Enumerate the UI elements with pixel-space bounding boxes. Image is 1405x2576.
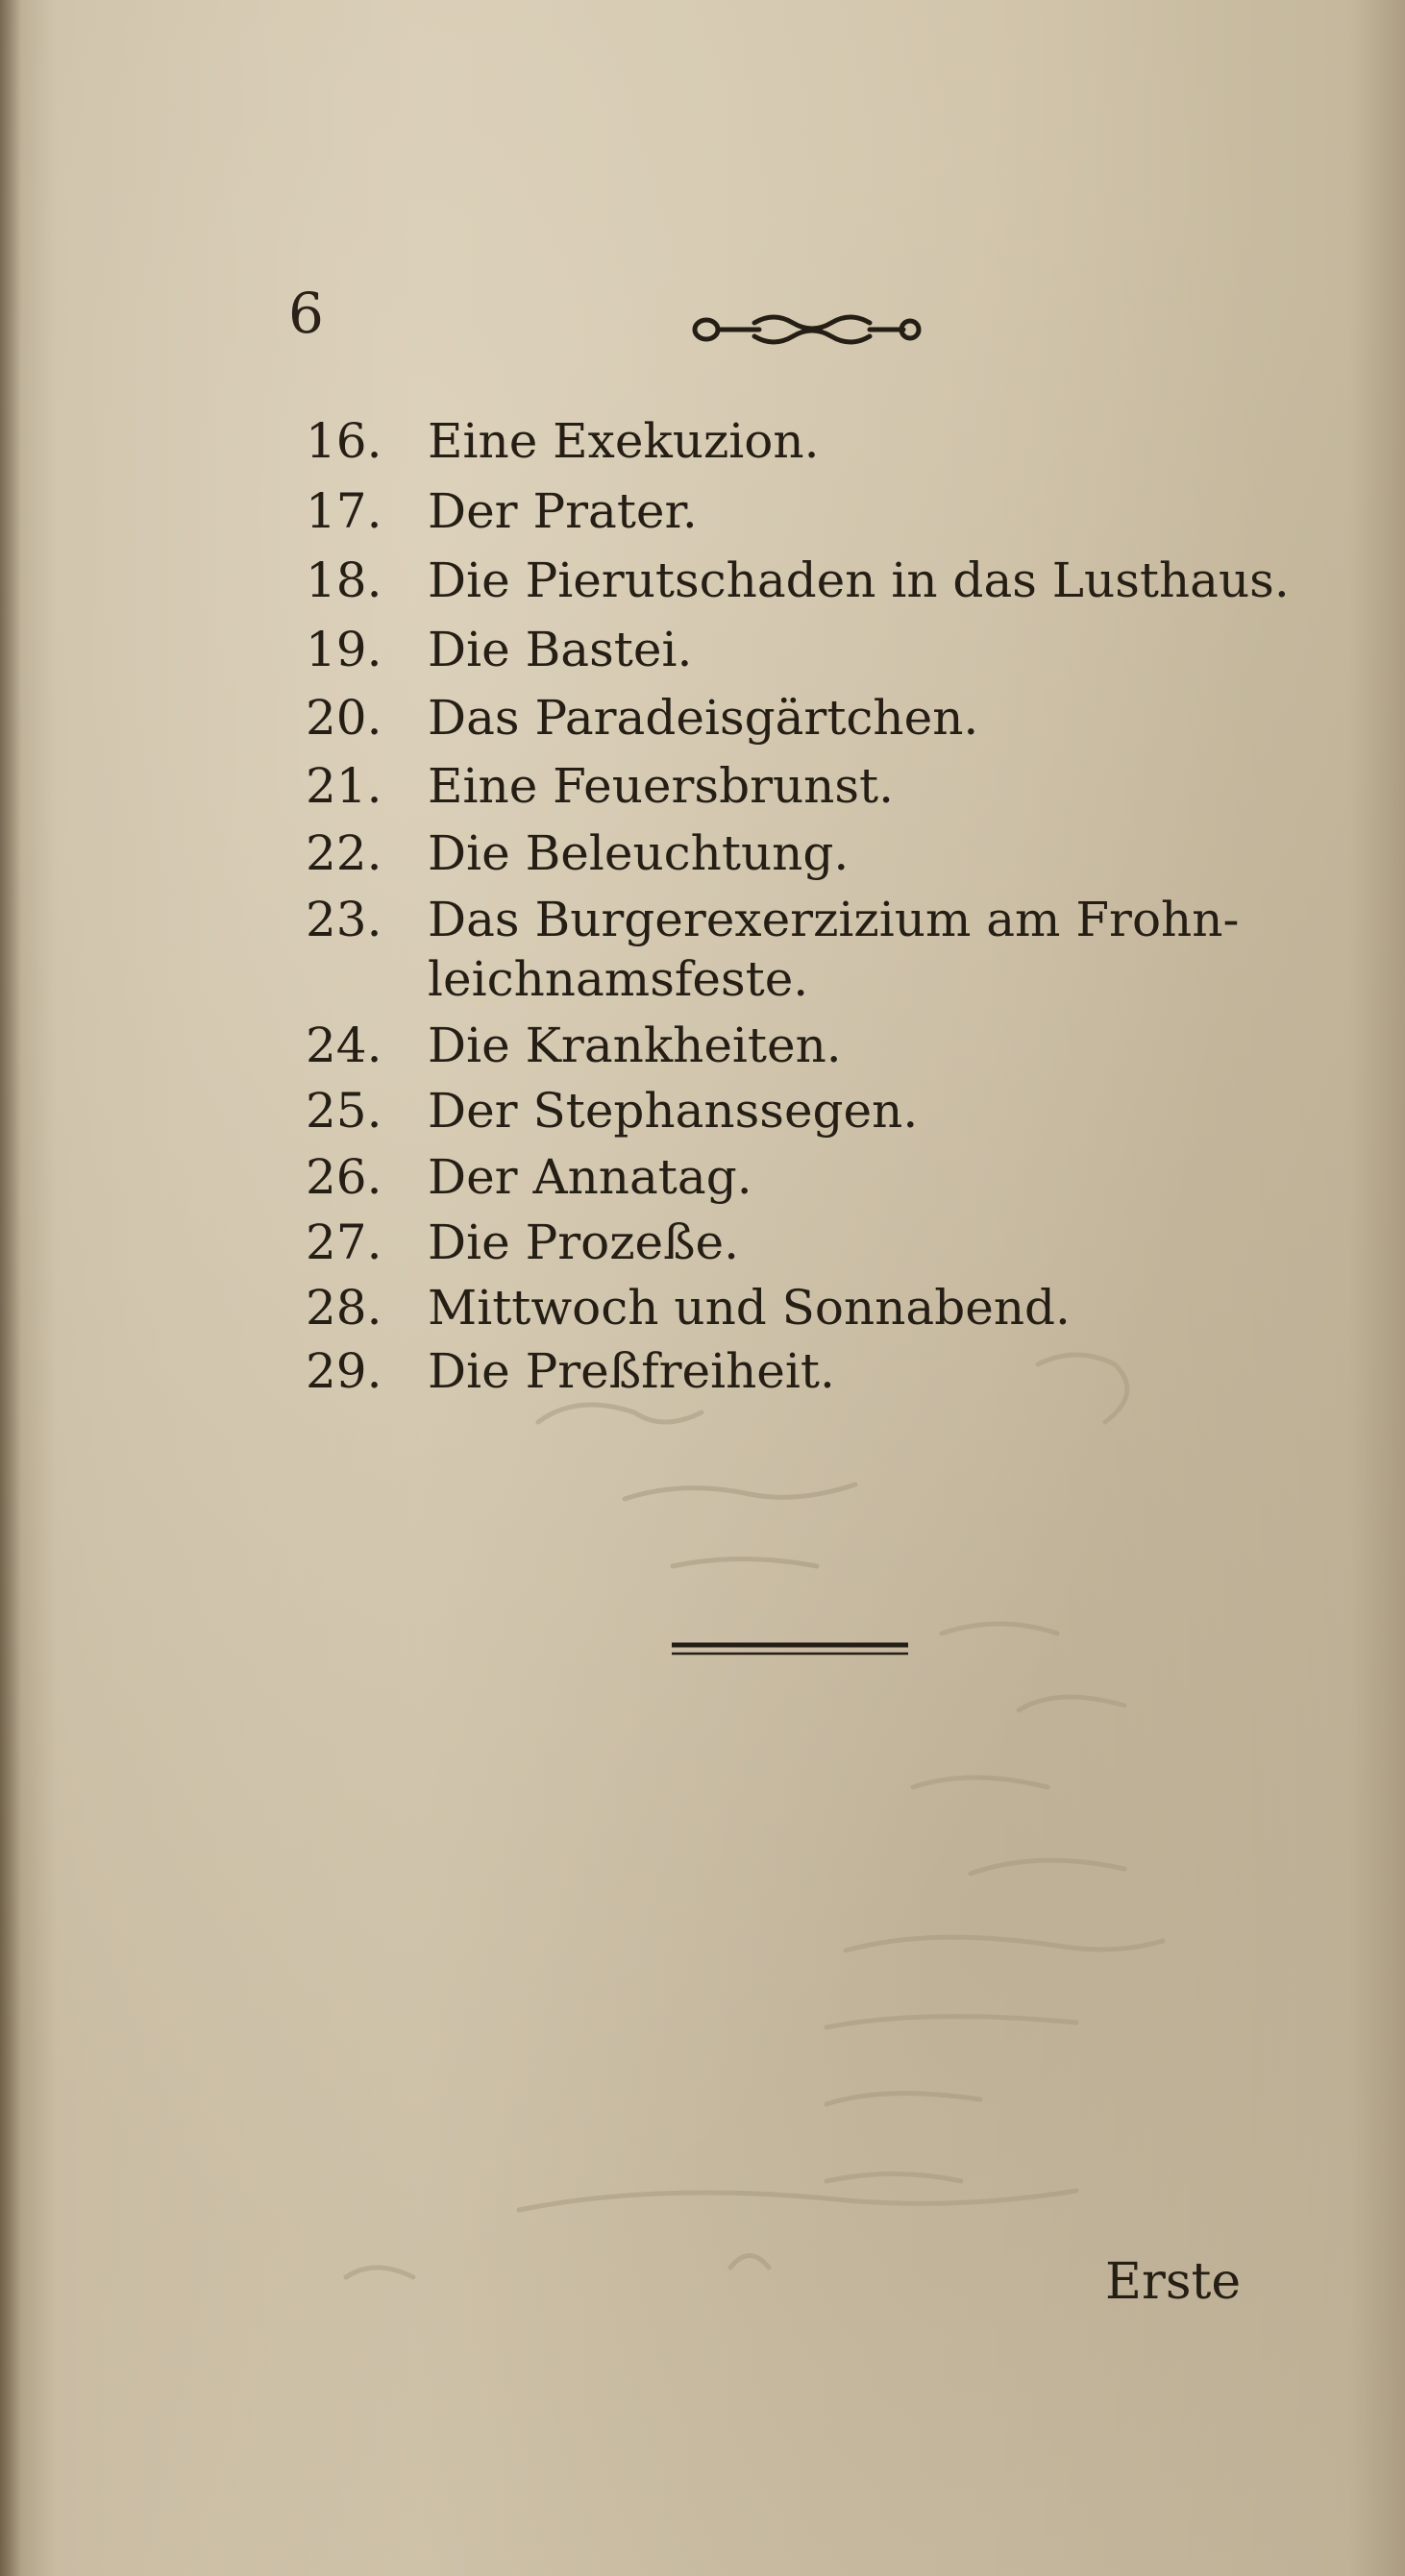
entry-number: 19.: [306, 622, 382, 677]
entry-number: 20.: [306, 690, 382, 746]
entry-title: Der Prater.: [428, 483, 698, 539]
entry-number: 29.: [306, 1343, 382, 1399]
list-item: [0, 1077, 1405, 1144]
entry-number: 26.: [306, 1149, 382, 1205]
entry-number: 23.: [306, 892, 382, 947]
entry-number: 22.: [306, 825, 382, 881]
list-item: [0, 1012, 1405, 1079]
page-number: 6: [288, 281, 324, 346]
entry-title: Der Stephanssegen.: [428, 1083, 919, 1139]
entry-title: Die Prozeße.: [428, 1214, 740, 1270]
entry-number: 24.: [306, 1018, 382, 1073]
catchword: Erste: [1105, 2253, 1242, 2311]
list-item: [0, 407, 1405, 475]
entry-title: Das Paradeisgärtchen.: [428, 690, 979, 746]
entry-number: 17.: [306, 483, 382, 539]
list-item: [0, 820, 1405, 887]
entry-title: Das Burgerexerzizium am Frohn-: [428, 892, 1240, 947]
list-item: [0, 478, 1405, 545]
list-item: [0, 616, 1405, 683]
entry-number: 27.: [306, 1214, 382, 1270]
list-item: [0, 547, 1405, 614]
list-item: [0, 1337, 1405, 1405]
entry-title: Der Annatag.: [428, 1149, 752, 1205]
entry-number: 21.: [306, 758, 382, 814]
entry-number: 28.: [306, 1280, 382, 1336]
end-double-rule: [670, 1638, 910, 1659]
list-item: [0, 752, 1405, 820]
list-item: [0, 1143, 1405, 1211]
entry-number: 18.: [306, 552, 382, 608]
list-item: [0, 1274, 1405, 1341]
entry-number: 16.: [306, 413, 382, 469]
entry-title: Die Beleuchtung.: [428, 825, 850, 881]
entry-number: 25.: [306, 1083, 382, 1139]
list-item: [0, 886, 1405, 1020]
entry-title: Eine Exekuzion.: [428, 413, 820, 469]
list-item: [0, 1209, 1405, 1276]
entry-title: Die Bastei.: [428, 622, 693, 677]
entry-title: Die Preßfreiheit.: [428, 1343, 835, 1399]
list-item: [0, 684, 1405, 751]
entry-title: Mittwoch und Sonnabend.: [428, 1280, 1071, 1336]
entry-title-continuation: leichnamsfeste.: [428, 951, 809, 1007]
entry-title: Die Pierutschaden in das Lusthaus.: [428, 552, 1290, 608]
entry-title: Die Krankheiten.: [428, 1018, 842, 1073]
entry-title: Eine Feuersbrunst.: [428, 758, 895, 814]
